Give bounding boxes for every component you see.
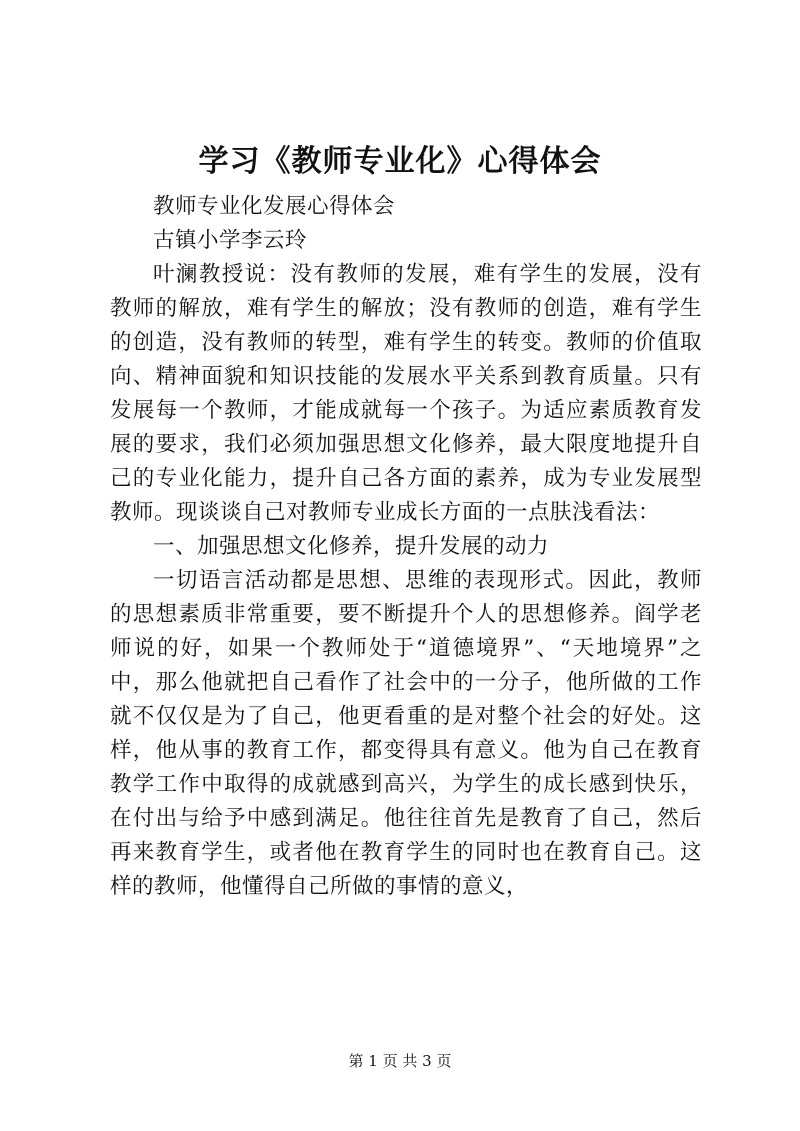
document-title: 学习《教师专业化》心得体会 <box>198 144 602 179</box>
page-number-footer: 第 1 页 共 3 页 <box>348 1052 452 1070</box>
intro-paragraph: 叶澜教授说：没有教师的发展，难有学生的发展，没有教师的解放，难有学生的解放；没有教师的创造，难有学生的创造，没有教师的转型，难有学生的转变。教师的价值取向、精神面貌和知识技能的发展水平关系到教育质量。只有发展每一个教师，才能成就每一个孩子。为适应素质教育发展的要求，我们必须加强思想文化修养，最大限度地提升自己的专业化能力，提升自己各方面的素养，成为专业发展型教师。现谈谈自己对教师专业成长方面的一点肤浅看法： <box>110 262 702 525</box>
body-paragraph: 一切语言活动都是思想、思维的表现形式。因此，教师的思想素质非常重要，要不断提升个人的思想修养。阎学老师说的好，如果一个教师处于“道德境界”、“天地境界”之中，那么他就把自己看作了社会中的一分子，他所做的工作就不仅仅是为了自己，他更看重的是对整个社会的好处。这样，他从事的教育工作，都变得具有意义。他为自己在教育教学工作中取得的成就感到高兴，为学生的成长感到快乐，在付出与给予中感到满足。他往往首先是教育了自己，然后再来教育学生，或者他在教育学生的同时也在教育自己。这样的教师，他懂得自己所做的事情的意义， <box>110 568 702 899</box>
document-body <box>110 190 702 904</box>
section-heading: 一、加强思想文化修养，提升发展的动力 <box>153 534 550 559</box>
subtitle-paragraph: 教师专业化发展心得体会 <box>153 194 396 219</box>
author-paragraph: 古镇小学李云玲 <box>153 228 308 253</box>
